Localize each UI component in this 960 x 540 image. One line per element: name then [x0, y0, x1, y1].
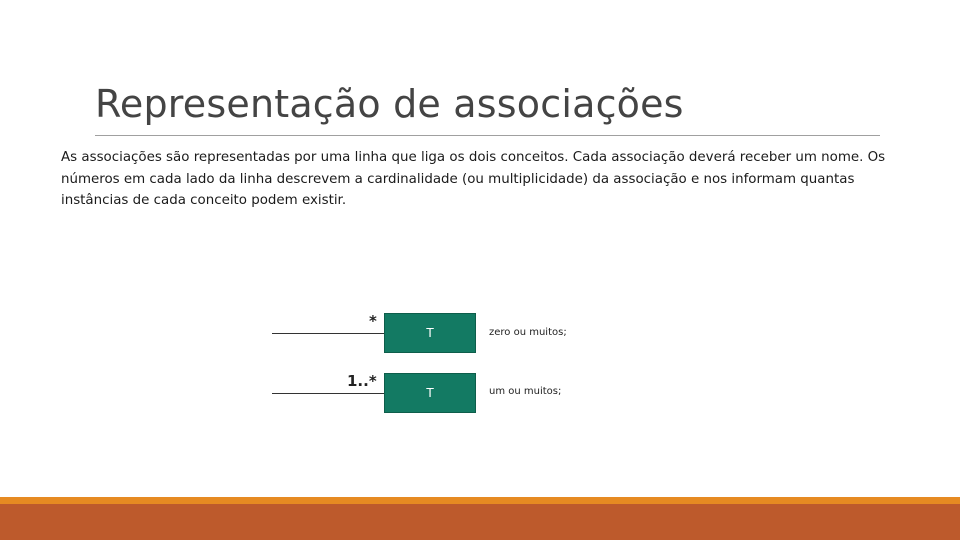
- class-label: T: [426, 386, 434, 400]
- association-line: [272, 393, 384, 394]
- class-box: [384, 373, 476, 413]
- body-paragraph: As associações são representadas por uma linha que liga os dois conceitos. Cada associação deverá receber um nome. Os números em cada lado da linha descrevem a cardinalidade (ou multiplicidade) da associação e nos informam quantas instâncias de cada conceito podem existir.: [61, 150, 886, 208]
- class-box: [384, 313, 476, 353]
- slide-title: Representação de associações: [95, 82, 684, 126]
- multiplicity-label: 1..*: [347, 372, 377, 390]
- multiplicity-description: um ou muitos;: [489, 386, 562, 397]
- multiplicity-description: zero ou muitos;: [489, 327, 567, 338]
- footer-accent-line: [0, 497, 960, 504]
- class-label: T: [426, 326, 434, 340]
- association-line: [272, 333, 384, 334]
- footer-band: [0, 504, 960, 540]
- multiplicity-label: *: [369, 312, 377, 330]
- title-divider: [95, 135, 880, 136]
